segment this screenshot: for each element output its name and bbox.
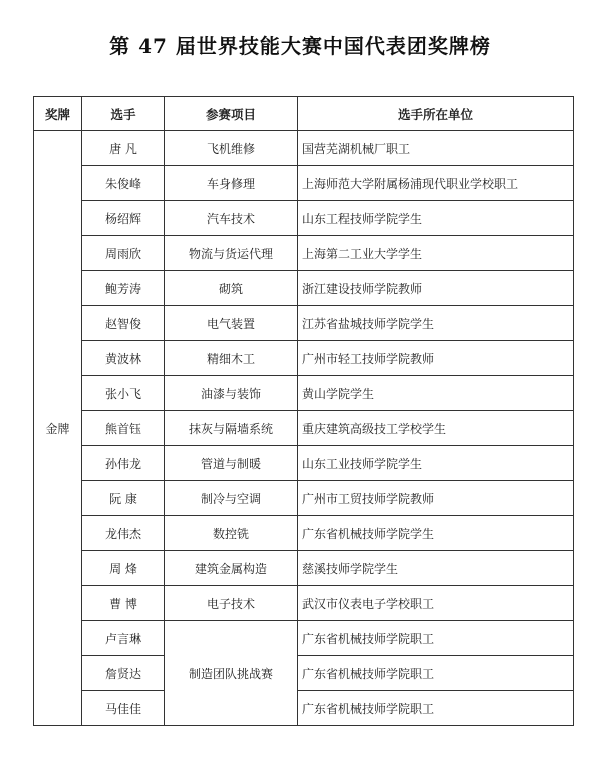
athlete-unit: 江苏省盐城技师学院学生	[298, 306, 574, 341]
athlete-unit: 广州市轻工技师学院教师	[298, 341, 574, 376]
athlete-name: 熊首钰	[82, 411, 165, 446]
medal-table	[33, 96, 574, 726]
table-row	[34, 656, 574, 691]
athlete-name: 詹贤达	[82, 656, 165, 691]
athlete-name: 朱俊峰	[82, 166, 165, 201]
page-title: 第 47 届世界技能大赛中国代表团奖牌榜	[109, 34, 491, 58]
event-name: 抹灰与隔墙系统	[165, 411, 298, 446]
header-medal: 奖牌	[34, 97, 82, 131]
event-name: 油漆与装饰	[165, 376, 298, 411]
athlete-unit: 广东省机械技师学院职工	[298, 621, 574, 656]
table-row	[34, 586, 574, 621]
athlete-name: 黄波林	[82, 341, 165, 376]
event-name: 飞机维修	[165, 131, 298, 166]
athlete-name: 杨绍辉	[82, 201, 165, 236]
table-row	[34, 201, 574, 236]
athlete-unit: 重庆建筑高级技工学校学生	[298, 411, 574, 446]
athlete-name: 卢言琳	[82, 621, 165, 656]
athlete-unit: 山东工业技师学院学生	[298, 446, 574, 481]
athlete-name: 龙伟杰	[82, 516, 165, 551]
table-row	[34, 621, 574, 656]
header-event: 参赛项目	[165, 97, 298, 131]
table-row	[34, 236, 574, 271]
event-name: 车身修理	[165, 166, 298, 201]
athlete-name: 鲍芳涛	[82, 271, 165, 306]
event-name: 制冷与空调	[165, 481, 298, 516]
event-name: 数控铣	[165, 516, 298, 551]
event-name: 精细木工	[165, 341, 298, 376]
table-row	[34, 551, 574, 586]
table-row	[34, 341, 574, 376]
event-name: 汽车技术	[165, 201, 298, 236]
athlete-unit: 广东省机械技师学院职工	[298, 691, 574, 726]
event-name: 制造团队挑战赛	[165, 621, 298, 726]
event-name: 电气装置	[165, 306, 298, 341]
table-header-row	[34, 97, 574, 131]
event-name: 物流与货运代理	[165, 236, 298, 271]
table-row	[34, 166, 574, 201]
athlete-name: 赵智俊	[82, 306, 165, 341]
athlete-name: 阮 康	[82, 481, 165, 516]
athlete-unit: 上海师范大学附属杨浦现代职业学校职工	[298, 166, 574, 201]
table-row	[34, 306, 574, 341]
event-name: 电子技术	[165, 586, 298, 621]
athlete-unit: 上海第二工业大学学生	[298, 236, 574, 271]
table-row	[34, 271, 574, 306]
athlete-name: 孙伟龙	[82, 446, 165, 481]
athlete-unit: 广东省机械技师学院学生	[298, 516, 574, 551]
table-row	[34, 376, 574, 411]
athlete-unit: 国营芜湖机械厂职工	[298, 131, 574, 166]
athlete-name: 唐 凡	[82, 131, 165, 166]
athlete-name: 张小飞	[82, 376, 165, 411]
athlete-name: 周雨欣	[82, 236, 165, 271]
header-athlete: 选手	[82, 97, 165, 131]
table-row	[34, 691, 574, 726]
table-row	[34, 131, 574, 166]
athlete-unit: 山东工程技师学院学生	[298, 201, 574, 236]
table-row	[34, 446, 574, 481]
athlete-unit: 浙江建设技师学院教师	[298, 271, 574, 306]
athlete-name: 周 烽	[82, 551, 165, 586]
table-row	[34, 481, 574, 516]
table-row	[34, 516, 574, 551]
event-name: 建筑金属构造	[165, 551, 298, 586]
header-unit: 选手所在单位	[298, 97, 574, 131]
table-row	[34, 411, 574, 446]
athlete-unit: 武汉市仪表电子学校职工	[298, 586, 574, 621]
athlete-unit: 慈溪技师学院学生	[298, 551, 574, 586]
athlete-unit: 广东省机械技师学院职工	[298, 656, 574, 691]
medal-cell: 金牌	[34, 131, 82, 726]
table-body	[34, 131, 574, 726]
athlete-unit: 黄山学院学生	[298, 376, 574, 411]
athlete-name: 马佳佳	[82, 691, 165, 726]
athlete-unit: 广州市工贸技师学院教师	[298, 481, 574, 516]
athlete-name: 曹 博	[82, 586, 165, 621]
event-name: 管道与制暖	[165, 446, 298, 481]
event-name: 砌筑	[165, 271, 298, 306]
